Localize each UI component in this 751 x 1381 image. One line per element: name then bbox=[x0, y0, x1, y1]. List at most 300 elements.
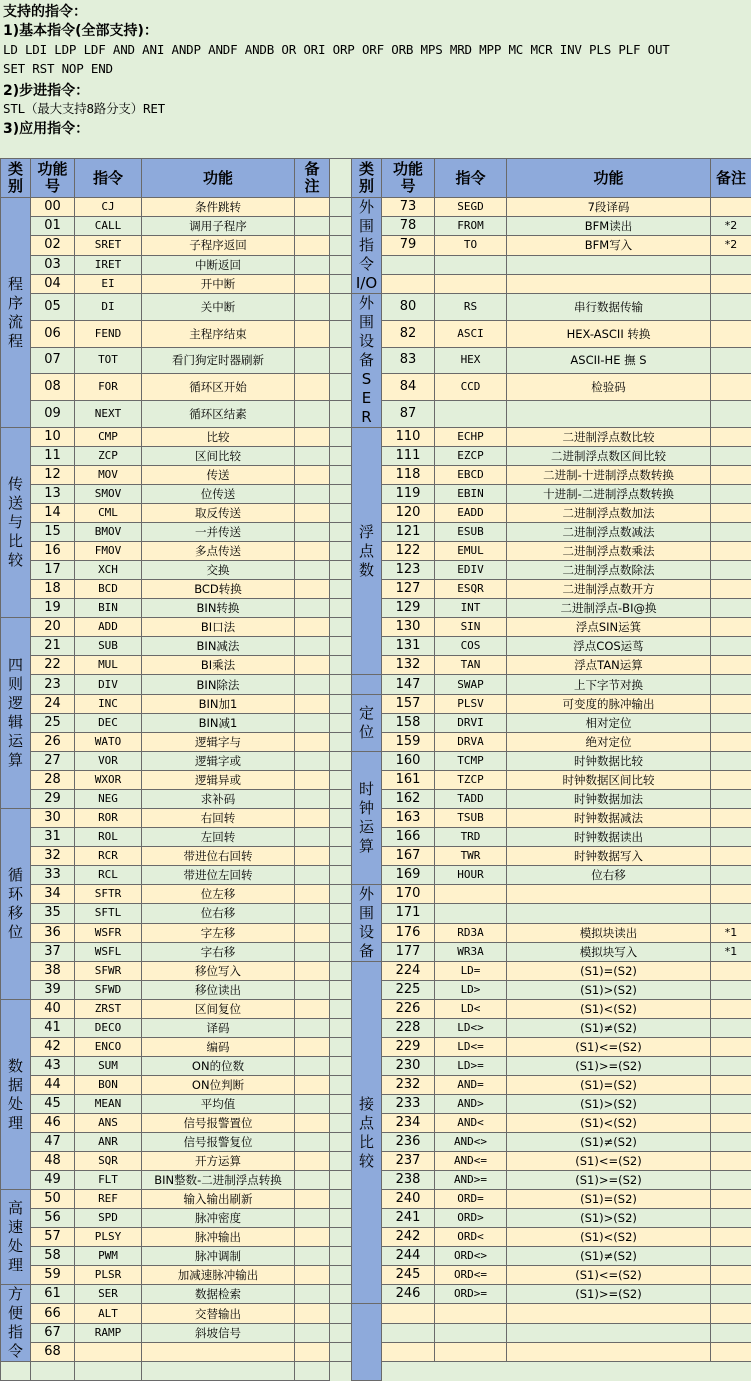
right-note bbox=[711, 580, 751, 599]
right-instruction: EMUL bbox=[435, 542, 507, 561]
left-note bbox=[295, 198, 330, 217]
left-note bbox=[295, 1190, 330, 1209]
right-note: *2 bbox=[711, 236, 751, 255]
col-header-instruction-right: 指令 bbox=[435, 159, 507, 198]
left-function-desc: 信号报警置位 bbox=[142, 1114, 295, 1133]
left-function-number: 36 bbox=[31, 923, 75, 942]
left-note bbox=[295, 923, 330, 942]
right-function-number: 123 bbox=[382, 561, 435, 580]
left-note bbox=[295, 1228, 330, 1247]
left-function-number: 15 bbox=[31, 523, 75, 542]
column-gap bbox=[330, 1095, 352, 1114]
left-function-number: 28 bbox=[31, 771, 75, 790]
left-note bbox=[295, 447, 330, 466]
right-instruction: SEGD bbox=[435, 198, 507, 217]
left-function-desc: 看门狗定时器刷新 bbox=[142, 347, 295, 374]
right-instruction: CCD bbox=[435, 374, 507, 401]
column-gap bbox=[330, 1285, 352, 1304]
right-function-desc: 二进制浮点数除法 bbox=[507, 561, 711, 580]
col-header-function: 功能 bbox=[142, 159, 295, 198]
right-instruction: AND< bbox=[435, 1114, 507, 1133]
column-gap bbox=[330, 752, 352, 771]
column-gap bbox=[330, 923, 352, 942]
right-function-desc bbox=[507, 401, 711, 428]
right-function-number: 78 bbox=[382, 217, 435, 236]
right-instruction bbox=[435, 885, 507, 904]
right-instruction: ESUB bbox=[435, 523, 507, 542]
right-instruction: EDIV bbox=[435, 561, 507, 580]
column-gap bbox=[330, 656, 352, 675]
left-function-desc: 带进位左回转 bbox=[142, 866, 295, 885]
right-function-number: 237 bbox=[382, 1152, 435, 1171]
right-instruction bbox=[435, 1343, 507, 1362]
left-function-desc: 子程序返回 bbox=[142, 236, 295, 255]
right-function-desc: (S1)=(S2) bbox=[507, 962, 711, 981]
right-function-desc: 浮点COS运茑 bbox=[507, 637, 711, 656]
left-instruction: DEC bbox=[75, 714, 142, 733]
left-function-number: 02 bbox=[31, 236, 75, 255]
right-function-number: 119 bbox=[382, 485, 435, 504]
right-instruction: TADD bbox=[435, 790, 507, 809]
col-header-number-right: 功能号 bbox=[382, 159, 435, 198]
right-instruction: TAN bbox=[435, 656, 507, 675]
column-gap bbox=[330, 1266, 352, 1285]
right-note bbox=[711, 374, 751, 401]
right-function-number: 110 bbox=[382, 428, 435, 447]
step-instructions: STL（最大支持8路分支）RET bbox=[3, 99, 165, 117]
right-function-desc: 浮点SIN运箕 bbox=[507, 618, 711, 637]
left-instruction: BON bbox=[75, 1076, 142, 1095]
left-category-label: 程序流程 bbox=[7, 275, 24, 351]
right-note bbox=[711, 771, 751, 790]
left-function-desc: 关中断 bbox=[142, 294, 295, 321]
left-function-number: 48 bbox=[31, 1152, 75, 1171]
right-function-desc: 检验码 bbox=[507, 374, 711, 401]
right-note bbox=[711, 1171, 751, 1190]
left-function-desc: BIN减法 bbox=[142, 637, 295, 656]
column-gap bbox=[330, 695, 352, 714]
left-function-desc: BCD转换 bbox=[142, 580, 295, 599]
right-instruction: ORD<> bbox=[435, 1247, 507, 1266]
left-instruction: ZCP bbox=[75, 447, 142, 466]
column-gap bbox=[330, 866, 352, 885]
left-note bbox=[295, 714, 330, 733]
left-function-number: 50 bbox=[31, 1190, 75, 1209]
left-instruction: NEXT bbox=[75, 401, 142, 428]
right-note bbox=[711, 1019, 751, 1038]
left-category-label: 四则逻辑运算 bbox=[7, 656, 24, 770]
right-note bbox=[711, 1190, 751, 1209]
right-function-desc: 时钟数据减法 bbox=[507, 809, 711, 828]
right-function-desc bbox=[507, 904, 711, 923]
right-category-cell bbox=[352, 675, 382, 695]
left-instruction: XCH bbox=[75, 561, 142, 580]
column-gap bbox=[330, 1209, 352, 1228]
right-category-label: 接点比较 bbox=[358, 1095, 375, 1171]
left-instruction: WXOR bbox=[75, 771, 142, 790]
right-instruction: EADD bbox=[435, 504, 507, 523]
right-function-number: 127 bbox=[382, 580, 435, 599]
left-function-number: 46 bbox=[31, 1114, 75, 1133]
left-category-cell bbox=[1, 1190, 31, 1285]
right-note bbox=[711, 1133, 751, 1152]
left-category-label: 传送与比较 bbox=[7, 475, 24, 570]
left-function-desc: 条件跳转 bbox=[142, 198, 295, 217]
right-function-number: 225 bbox=[382, 981, 435, 1000]
right-note bbox=[711, 695, 751, 714]
left-category-cell bbox=[1, 1000, 31, 1190]
column-gap bbox=[330, 904, 352, 923]
right-function-desc: 时钟数据区间比较 bbox=[507, 771, 711, 790]
left-note bbox=[295, 428, 330, 447]
right-function-desc bbox=[507, 1324, 711, 1343]
right-function-desc bbox=[142, 1362, 295, 1381]
left-function-desc: 编码 bbox=[142, 1038, 295, 1057]
right-note bbox=[711, 637, 751, 656]
left-instruction: MUL bbox=[75, 656, 142, 675]
left-instruction: FMOV bbox=[75, 542, 142, 561]
right-note bbox=[711, 1285, 751, 1304]
column-gap bbox=[330, 771, 352, 790]
table-row bbox=[1, 752, 751, 771]
left-function-desc: 左回转 bbox=[142, 828, 295, 847]
left-function-number: 31 bbox=[31, 828, 75, 847]
right-note bbox=[711, 255, 751, 274]
right-function-number: 84 bbox=[382, 374, 435, 401]
column-gap bbox=[330, 447, 352, 466]
right-function-number: 226 bbox=[382, 1000, 435, 1019]
instruction-table bbox=[0, 158, 751, 1381]
right-note bbox=[711, 1228, 751, 1247]
right-function-number: 229 bbox=[382, 1038, 435, 1057]
right-instruction bbox=[435, 1324, 507, 1343]
right-function-number: 177 bbox=[382, 942, 435, 961]
right-category-label: 时钟运算 bbox=[358, 780, 375, 856]
column-gap bbox=[330, 637, 352, 656]
right-function-desc: (S1)=(S2) bbox=[507, 1076, 711, 1095]
right-note bbox=[711, 828, 751, 847]
column-gap bbox=[330, 347, 352, 374]
right-instruction: ASCI bbox=[435, 320, 507, 347]
left-note bbox=[295, 675, 330, 695]
right-note bbox=[711, 447, 751, 466]
right-function-desc bbox=[507, 255, 711, 274]
right-instruction: TWR bbox=[435, 847, 507, 866]
left-function-desc: 比较 bbox=[142, 428, 295, 447]
column-gap bbox=[330, 428, 352, 447]
left-note bbox=[295, 1076, 330, 1095]
right-function-number: 122 bbox=[382, 542, 435, 561]
right-function-number: 228 bbox=[382, 1019, 435, 1038]
left-function-desc: 取反传送 bbox=[142, 504, 295, 523]
right-note bbox=[711, 1038, 751, 1057]
right-function-number: 158 bbox=[382, 714, 435, 733]
left-instruction: WSFL bbox=[75, 942, 142, 961]
column-gap bbox=[330, 561, 352, 580]
right-function-number: 87 bbox=[382, 401, 435, 428]
right-function-number: 242 bbox=[382, 1228, 435, 1247]
left-note bbox=[295, 523, 330, 542]
left-function-desc: 传送 bbox=[142, 466, 295, 485]
right-note bbox=[711, 1076, 751, 1095]
left-instruction: INC bbox=[75, 695, 142, 714]
left-category-cell bbox=[1, 618, 31, 809]
left-instruction: SQR bbox=[75, 1152, 142, 1171]
basic-instructions-line1: LD LDI LDP LDF AND ANI ANDP ANDF ANDB OR ORI ORP ORF ORB MPS MRD MPP MC MCR INV PLS PLF OUT bbox=[3, 42, 670, 57]
left-function-number: 49 bbox=[31, 1171, 75, 1190]
right-instruction: AND<= bbox=[435, 1152, 507, 1171]
right-function-number: 240 bbox=[382, 1190, 435, 1209]
right-note bbox=[711, 1095, 751, 1114]
right-note: *2 bbox=[711, 217, 751, 236]
left-note bbox=[295, 847, 330, 866]
left-note bbox=[295, 1343, 330, 1362]
left-function-number: 27 bbox=[31, 752, 75, 771]
left-function-desc: BIN除法 bbox=[142, 675, 295, 695]
right-function-desc: 串行数据传输 bbox=[507, 294, 711, 321]
column-gap bbox=[1, 1362, 31, 1381]
left-function-desc: 译码 bbox=[142, 1019, 295, 1038]
right-instruction: RD3A bbox=[435, 923, 507, 942]
right-function-number: 246 bbox=[382, 1285, 435, 1304]
column-gap bbox=[330, 401, 352, 428]
table-row bbox=[1, 885, 751, 904]
left-note bbox=[295, 828, 330, 847]
right-function-number bbox=[31, 1362, 75, 1381]
left-function-number: 09 bbox=[31, 401, 75, 428]
right-function-desc: (S1)<(S2) bbox=[507, 1228, 711, 1247]
right-note bbox=[711, 1343, 751, 1362]
right-note bbox=[711, 1266, 751, 1285]
left-function-number: 43 bbox=[31, 1057, 75, 1076]
left-note bbox=[295, 320, 330, 347]
left-function-number: 29 bbox=[31, 790, 75, 809]
right-function-desc: (S1)>(S2) bbox=[507, 1209, 711, 1228]
left-function-desc: 调用子程序 bbox=[142, 217, 295, 236]
right-function-desc: 二进制浮点数减法 bbox=[507, 523, 711, 542]
left-category-cell bbox=[1, 198, 31, 428]
left-instruction: ALT bbox=[75, 1304, 142, 1324]
right-function-number: 120 bbox=[382, 504, 435, 523]
right-note bbox=[711, 866, 751, 885]
left-function-number: 45 bbox=[31, 1095, 75, 1114]
left-function-desc: 右回转 bbox=[142, 809, 295, 828]
left-note bbox=[295, 1019, 330, 1038]
right-instruction: LD>= bbox=[435, 1057, 507, 1076]
column-gap bbox=[330, 675, 352, 695]
right-function-desc bbox=[507, 274, 711, 293]
right-instruction: ESQR bbox=[435, 580, 507, 599]
right-function-desc: 二进制-十进制浮点数转换 bbox=[507, 466, 711, 485]
left-function-desc: 交替输出 bbox=[142, 1304, 295, 1324]
right-note bbox=[711, 1209, 751, 1228]
left-note bbox=[295, 401, 330, 428]
column-gap bbox=[330, 885, 352, 904]
left-function-desc: 区间比较 bbox=[142, 447, 295, 466]
left-function-desc: 一并传送 bbox=[142, 523, 295, 542]
right-instruction: LD<> bbox=[435, 1019, 507, 1038]
left-note bbox=[295, 733, 330, 752]
right-function-number bbox=[382, 1304, 435, 1324]
left-instruction: REF bbox=[75, 1190, 142, 1209]
left-instruction: ANR bbox=[75, 1133, 142, 1152]
left-function-desc: BI口法 bbox=[142, 618, 295, 637]
left-function-number: 20 bbox=[31, 618, 75, 637]
column-gap bbox=[330, 320, 352, 347]
left-instruction: ANS bbox=[75, 1114, 142, 1133]
left-note bbox=[295, 1324, 330, 1343]
right-instruction: AND> bbox=[435, 1095, 507, 1114]
left-function-desc: 位右移 bbox=[142, 904, 295, 923]
right-category-cell bbox=[352, 294, 382, 428]
section-app-title: 3)应用指令： bbox=[3, 118, 89, 138]
right-function-number: 244 bbox=[382, 1247, 435, 1266]
column-gap bbox=[330, 1133, 352, 1152]
left-function-number: 56 bbox=[31, 1209, 75, 1228]
right-instruction bbox=[435, 401, 507, 428]
left-instruction: CML bbox=[75, 504, 142, 523]
right-instruction: LD<= bbox=[435, 1038, 507, 1057]
left-category-cell bbox=[1, 428, 31, 618]
right-note: *1 bbox=[711, 923, 751, 942]
right-note bbox=[711, 904, 751, 923]
column-gap bbox=[330, 485, 352, 504]
column-gap bbox=[330, 217, 352, 236]
right-note bbox=[711, 401, 751, 428]
left-instruction: SRET bbox=[75, 236, 142, 255]
left-function-desc: ON位判断 bbox=[142, 1076, 295, 1095]
left-note bbox=[295, 1057, 330, 1076]
right-note bbox=[711, 466, 751, 485]
right-instruction: AND>= bbox=[435, 1171, 507, 1190]
section-step-title: 2)步进指令： bbox=[3, 80, 89, 100]
right-function-desc: (S1)<(S2) bbox=[507, 1114, 711, 1133]
left-function-number: 10 bbox=[31, 428, 75, 447]
left-category-label: 方便指令 bbox=[7, 1285, 24, 1361]
left-function-desc: 主程序结束 bbox=[142, 320, 295, 347]
left-function-number: 03 bbox=[31, 255, 75, 274]
column-gap bbox=[330, 618, 352, 637]
right-function-desc: (S1)≠(S2) bbox=[507, 1247, 711, 1266]
right-instruction: ORD>= bbox=[435, 1285, 507, 1304]
left-function-number: 11 bbox=[31, 447, 75, 466]
left-function-number: 04 bbox=[31, 274, 75, 293]
right-instruction: DRVI bbox=[435, 714, 507, 733]
right-note bbox=[711, 1000, 751, 1019]
left-function-desc: 逻辑字与 bbox=[142, 733, 295, 752]
left-instruction: DI bbox=[75, 294, 142, 321]
column-gap bbox=[330, 1324, 352, 1343]
right-function-desc: 时钟数据写入 bbox=[507, 847, 711, 866]
column-gap bbox=[330, 1228, 352, 1247]
left-note bbox=[295, 656, 330, 675]
left-function-desc: 位传送 bbox=[142, 485, 295, 504]
right-function-desc: 可变度的脉冲输出 bbox=[507, 695, 711, 714]
left-instruction: PLSR bbox=[75, 1266, 142, 1285]
right-function-desc: (S1)<=(S2) bbox=[507, 1038, 711, 1057]
left-instruction: CALL bbox=[75, 217, 142, 236]
left-function-number: 30 bbox=[31, 809, 75, 828]
left-function-number: 42 bbox=[31, 1038, 75, 1057]
table-row bbox=[1, 198, 751, 217]
left-instruction: DIV bbox=[75, 675, 142, 695]
left-function-number: 08 bbox=[31, 374, 75, 401]
right-function-number: 157 bbox=[382, 695, 435, 714]
left-function-number: 14 bbox=[31, 504, 75, 523]
left-function-desc: 区间复位 bbox=[142, 1000, 295, 1019]
left-function-desc: 多点传送 bbox=[142, 542, 295, 561]
right-function-number: 121 bbox=[382, 523, 435, 542]
left-function-number: 26 bbox=[31, 733, 75, 752]
right-note bbox=[711, 1324, 751, 1343]
left-function-number: 35 bbox=[31, 904, 75, 923]
left-function-desc: 求补码 bbox=[142, 790, 295, 809]
col-header-instruction: 指令 bbox=[75, 159, 142, 198]
right-note bbox=[711, 981, 751, 1000]
right-function-number: 161 bbox=[382, 771, 435, 790]
left-instruction: CJ bbox=[75, 198, 142, 217]
left-note bbox=[295, 599, 330, 618]
left-instruction: IRET bbox=[75, 255, 142, 274]
notes-header bbox=[0, 0, 751, 158]
left-instruction: SUM bbox=[75, 1057, 142, 1076]
left-instruction: EI bbox=[75, 274, 142, 293]
left-note bbox=[295, 1209, 330, 1228]
left-instruction: DECO bbox=[75, 1019, 142, 1038]
left-note bbox=[295, 1171, 330, 1190]
right-instruction: EBCD bbox=[435, 466, 507, 485]
column-gap bbox=[330, 1000, 352, 1019]
table-row bbox=[1, 1304, 751, 1324]
right-function-desc bbox=[507, 1343, 711, 1362]
column-gap bbox=[330, 1019, 352, 1038]
left-note bbox=[295, 790, 330, 809]
right-function-number: 230 bbox=[382, 1057, 435, 1076]
right-function-desc: (S1)≠(S2) bbox=[507, 1019, 711, 1038]
right-function-desc: ASCII-HE 撫 S bbox=[507, 347, 711, 374]
right-function-desc bbox=[507, 885, 711, 904]
left-instruction: SUB bbox=[75, 637, 142, 656]
right-instruction bbox=[435, 274, 507, 293]
left-note bbox=[295, 542, 330, 561]
column-gap bbox=[330, 236, 352, 255]
column-gap bbox=[330, 809, 352, 828]
column-gap bbox=[330, 1152, 352, 1171]
left-instruction: ROR bbox=[75, 809, 142, 828]
left-instruction: ROL bbox=[75, 828, 142, 847]
left-note bbox=[295, 1304, 330, 1324]
left-function-desc: 脉冲密度 bbox=[142, 1209, 295, 1228]
left-function-desc: 平均值 bbox=[142, 1095, 295, 1114]
right-function-number: 241 bbox=[382, 1209, 435, 1228]
left-function-number: 00 bbox=[31, 198, 75, 217]
right-function-number: 73 bbox=[382, 198, 435, 217]
left-function-number: 59 bbox=[31, 1266, 75, 1285]
column-gap bbox=[330, 1114, 352, 1133]
left-instruction: SFWD bbox=[75, 981, 142, 1000]
right-instruction: DRVA bbox=[435, 733, 507, 752]
left-function-number: 16 bbox=[31, 542, 75, 561]
column-gap bbox=[330, 255, 352, 274]
table-row bbox=[1, 675, 751, 695]
right-note bbox=[711, 962, 751, 981]
right-instruction bbox=[435, 255, 507, 274]
section-basic-title: 1)基本指令(全部支持)： bbox=[3, 20, 158, 40]
left-note bbox=[295, 618, 330, 637]
right-instruction: ORD<= bbox=[435, 1266, 507, 1285]
right-instruction: ORD= bbox=[435, 1190, 507, 1209]
left-function-desc: 斜坡信号 bbox=[142, 1324, 295, 1343]
